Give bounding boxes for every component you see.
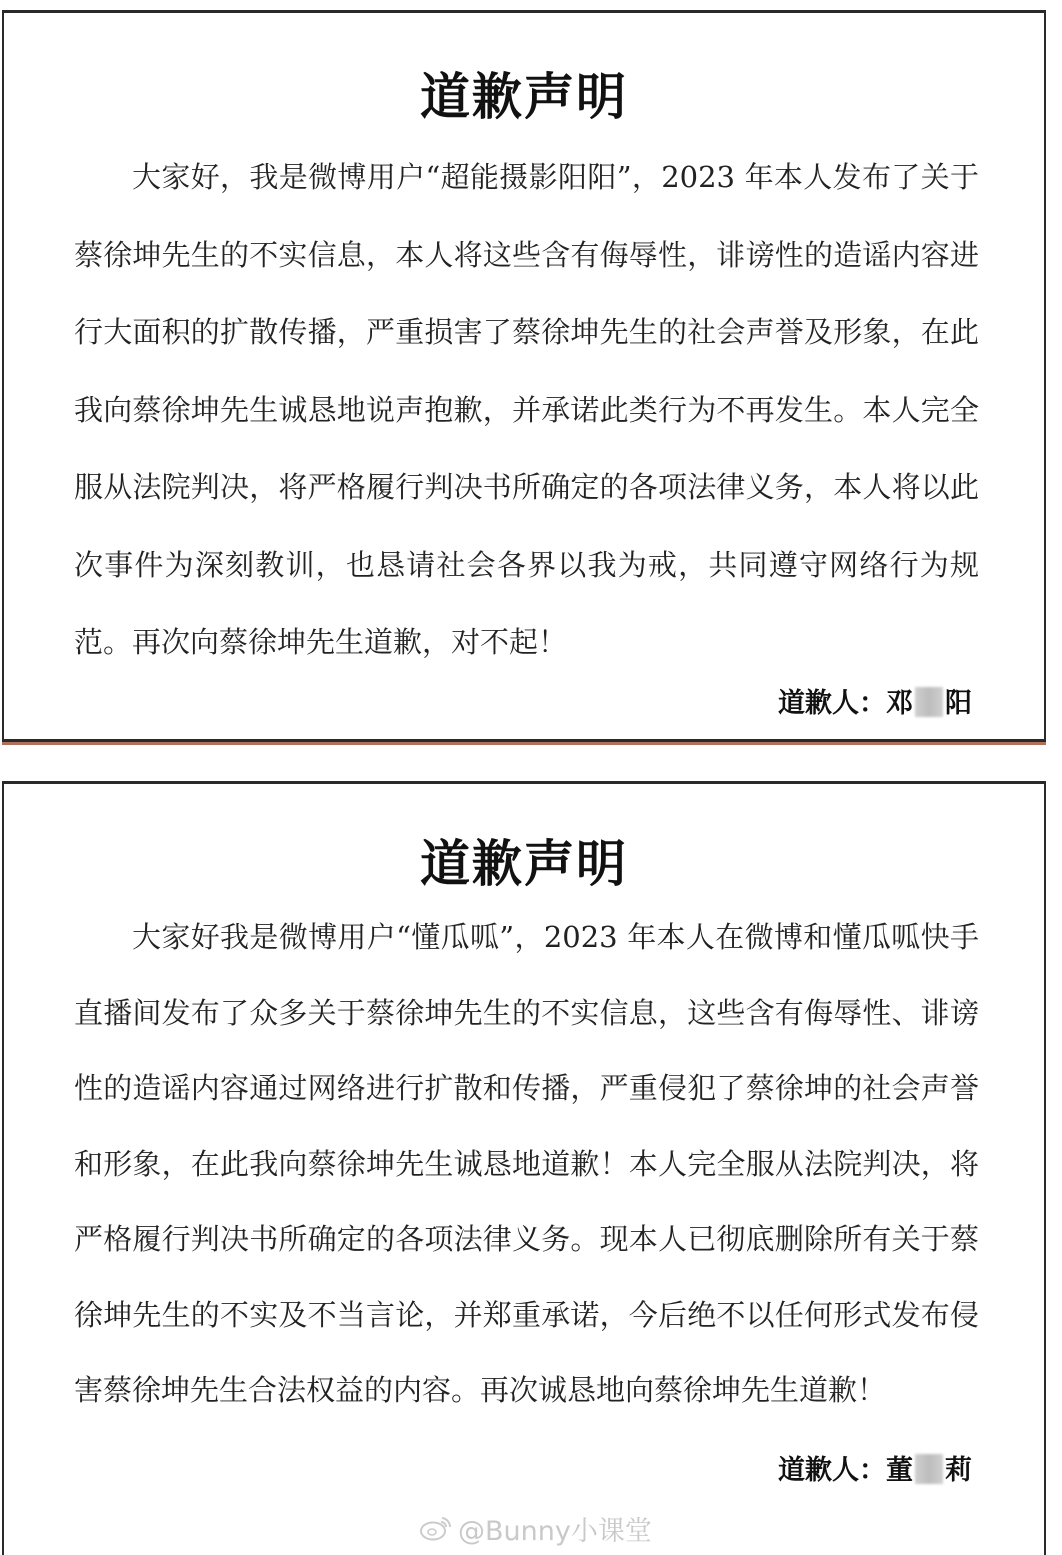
signature-label: 道歉人： (778, 1455, 886, 1486)
weibo-icon (420, 1515, 452, 1541)
notice-body: 大家好我是微博用户“懂瓜呱”，2023 年本人在微博和懂瓜呱快手直播间发布了众多关于蔡徐坤先生的不实信息，这些含有侮辱性、诽谤性的造谣内容通过网络进行扩散和传播，严重侵犯了蔡徐坤的社会声誉和形象，在此我向蔡徐坤先生诚恳地道歉！本人完全服从法院判决，将严格履行判决书所确定的各项法律义务。现本人已彻底删除所有关于蔡徐坤先生的不实及不当言论，并郑重承诺，今后绝不以任何形式发布侵害蔡徐坤先生合法权益的内容。再次诚恳地向蔡徐坤先生道歉！ (74, 920, 979, 1407)
apology-notice-2 (2, 781, 1046, 1555)
redacted-name-blur (915, 687, 943, 717)
notice-title: 道歉声明 (420, 835, 628, 893)
signature-last-char: 阳 (945, 688, 972, 719)
notice-body: 大家好，我是微博用户“超能摄影阳阳”，2023 年本人发布了关于蔡徐坤先生的不实信息，本人将这些含有侮辱性，诽谤性的造谣内容进行大面积的扩散传播，严重损害了蔡徐坤先生的社会声誉及形象，在此我向蔡徐坤先生诚恳地说声抱歉，并承诺此类行为不再发生。本人完全服从法院判决，将严格履行判决书所确定的各项法律义务，本人将以此次事件为深刻教训，也恳请社会各界以我为戒，共同遵守网络行为规范。再次向蔡徐坤先生道歉，对不起！ (74, 160, 979, 659)
apology-notice-1 (2, 10, 1046, 742)
signature-first-char: 董 (886, 1455, 913, 1486)
signature-label: 道歉人： (778, 688, 886, 719)
watermark-text: @Bunny小课堂 (458, 1515, 652, 1547)
signature-first-char: 邓 (886, 688, 913, 719)
redacted-name-blur (915, 1454, 943, 1484)
notice-title: 道歉声明 (420, 68, 628, 126)
watermark (420, 1509, 652, 1547)
signature (778, 1448, 972, 1487)
signature (778, 681, 972, 720)
signature-last-char: 莉 (945, 1455, 972, 1486)
